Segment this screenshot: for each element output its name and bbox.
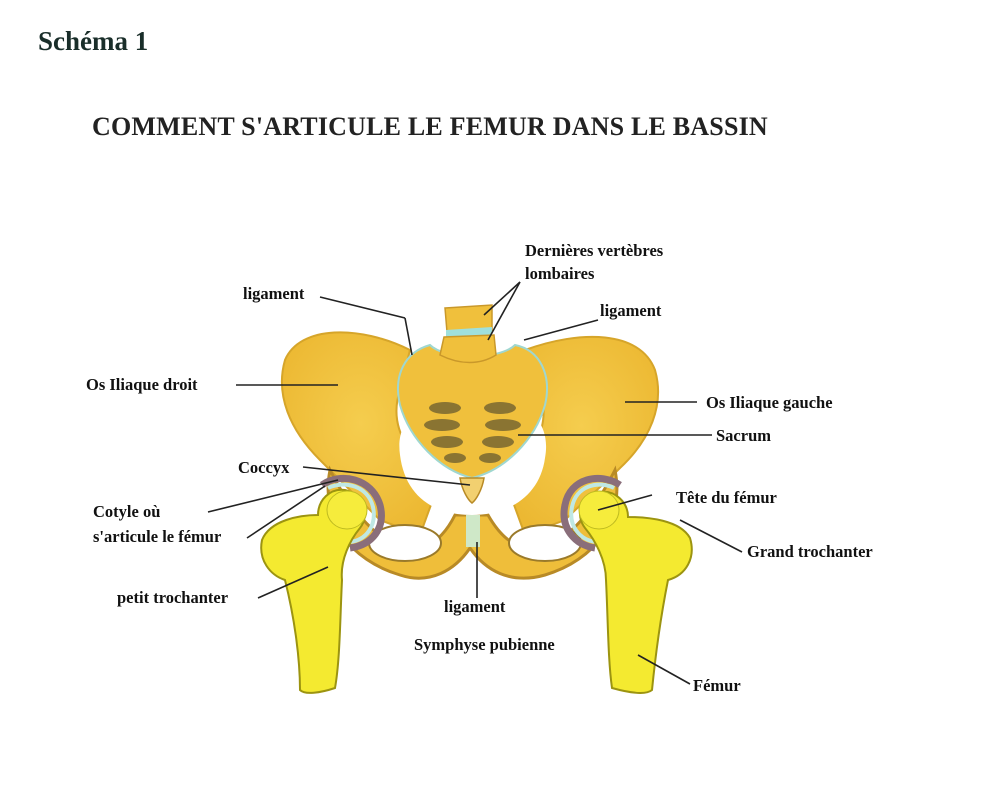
label-lumbar-vertebrae (525, 241, 663, 284)
label-iliac-right: Os Iliaque droit (86, 375, 198, 394)
label-iliac-left: Os Iliaque gauche (706, 393, 833, 412)
label-femoral-head: Tête du fémur (676, 488, 777, 507)
leader-lumbar (488, 282, 520, 340)
label-sacrum: Sacrum (716, 426, 771, 445)
page-title: COMMENT S'ARTICULE LE FEMUR DANS LE BASSIN (92, 112, 768, 141)
label-lumbar-line1: Dernières vertèbres (525, 241, 664, 260)
femoral-head-right (327, 491, 367, 529)
label-ligament-right: ligament (600, 301, 662, 320)
label-ligament-bottom: ligament (444, 597, 506, 616)
label-ligament-left: ligament (243, 284, 305, 303)
leader-ligament-left (320, 297, 405, 318)
schema-number: Schéma 1 (38, 26, 149, 56)
label-pubic-symphysis: Symphyse pubienne (414, 635, 555, 654)
label-femur: Fémur (693, 676, 741, 695)
label-cotyle-line2: s'articule le fémur (93, 527, 222, 546)
pubic-symphysis-cartilage (466, 515, 480, 547)
leader-lumbar-top (484, 282, 520, 315)
label-lumbar-line2: lombaires (525, 264, 595, 283)
label-greater-trochanter: Grand trochanter (747, 542, 873, 561)
label-cotyle (93, 502, 221, 547)
label-coccyx: Coccyx (238, 458, 290, 477)
label-cotyle-line1: Cotyle où (93, 502, 161, 521)
label-lesser-trochanter: petit trochanter (117, 588, 229, 607)
